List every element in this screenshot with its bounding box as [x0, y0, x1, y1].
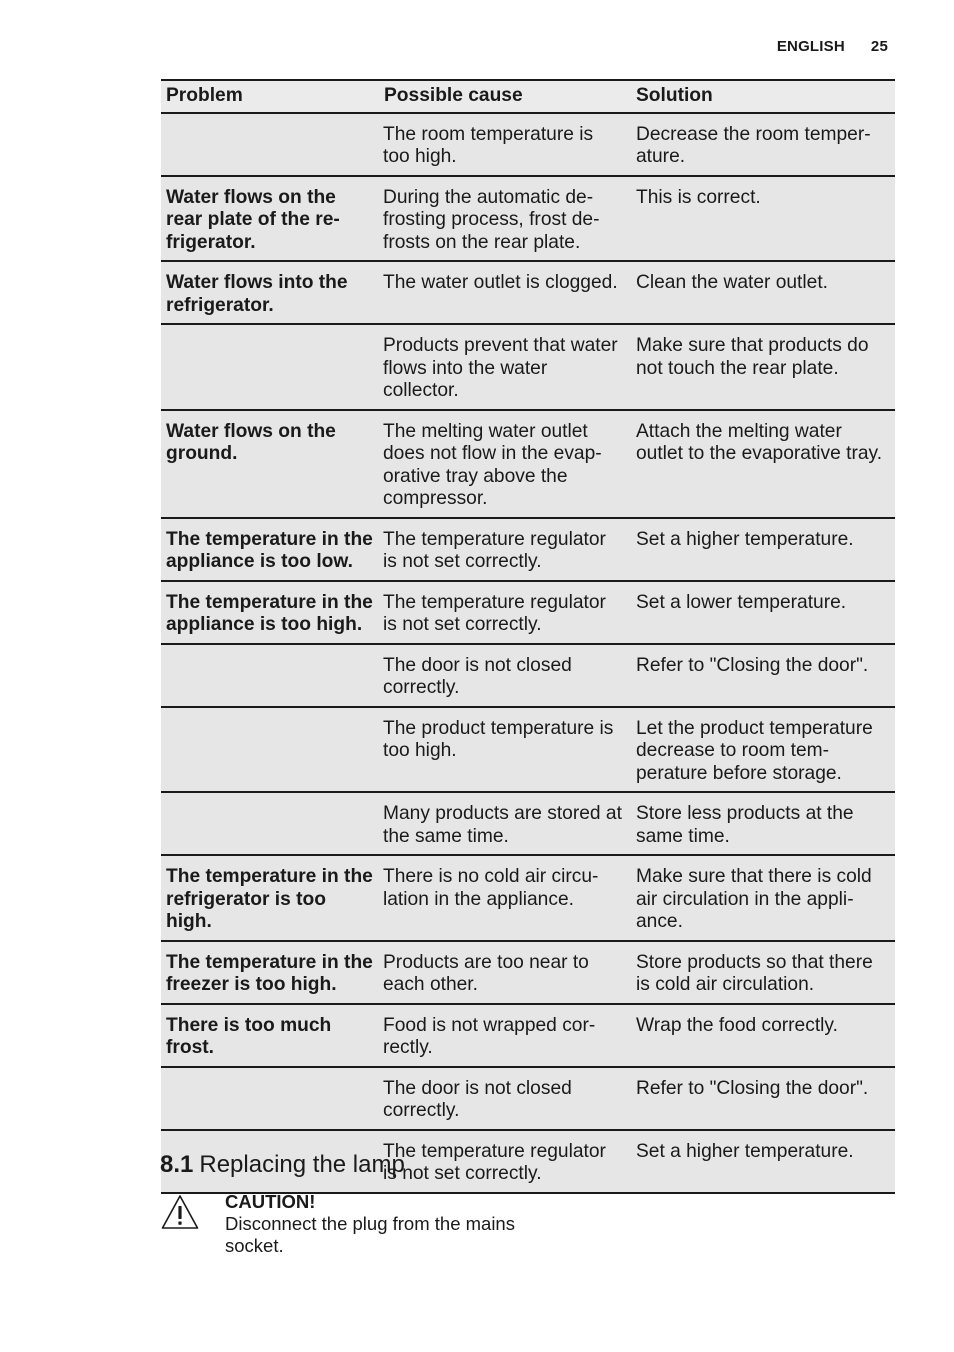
problem-cell: Water flows into the refrigerator.	[161, 261, 379, 324]
table-row	[161, 324, 895, 410]
cause-cell: Food is not wrapped correctly.	[379, 1004, 631, 1067]
cause-cell: The melting water outlet does not flow in the evaporative tray above the compressor.	[379, 410, 631, 518]
table-row	[161, 707, 895, 793]
page-number: 25	[870, 38, 888, 55]
problem-cell: The temperature in the freezer is too high.	[161, 941, 379, 1004]
problem-cell: There is too much frost.	[161, 1004, 379, 1067]
table-row	[161, 644, 895, 707]
solution-cell: Clean the water outlet.	[631, 261, 895, 324]
solution-cell: Make sure that products do not touch the rear plate.	[631, 324, 895, 410]
cause-cell: Many products are stored at the same time.	[379, 792, 631, 855]
solution-cell: Let the product temperature decrease to room temperature before storage.	[631, 707, 895, 793]
solution-cell: Set a lower temperature.	[631, 581, 895, 644]
solution-cell: Decrease the room temperature.	[631, 113, 895, 176]
section-heading	[160, 1151, 405, 1179]
solution-cell: Refer to "Closing the door".	[631, 1067, 895, 1130]
warning-triangle-icon	[160, 1193, 200, 1231]
solution-cell: Set a higher temperature.	[631, 1130, 895, 1193]
table-row	[161, 261, 895, 324]
section-title: Replacing the lamp	[199, 1151, 405, 1178]
cause-cell: The door is not closed correctly.	[379, 1067, 631, 1130]
troubleshooting-table	[161, 79, 895, 1194]
problem-cell: The temperature in the appliance is too low.	[161, 518, 379, 581]
table-row	[161, 176, 895, 262]
table-row	[161, 792, 895, 855]
problem-cell	[161, 792, 379, 855]
cause-cell: The room temperature is too high.	[379, 113, 631, 176]
table-row	[161, 581, 895, 644]
problem-cell	[161, 644, 379, 707]
cause-cell: The water outlet is clogged.	[379, 261, 631, 324]
table-header-row	[161, 80, 895, 113]
cause-cell: The door is not closed correctly.	[379, 644, 631, 707]
cause-cell: The temperature regulator is not set correctly.	[379, 518, 631, 581]
table-row	[161, 941, 895, 1004]
cause-cell: Products prevent that water flows into the water collector.	[379, 324, 631, 410]
cause-cell: During the automatic defrosting process, frost defrosts on the rear plate.	[379, 176, 631, 262]
caution-message: Disconnect the plug from the mains socket.	[225, 1213, 515, 1256]
page-header	[777, 38, 888, 55]
caution-title: CAUTION!	[225, 1191, 316, 1212]
problem-cell	[161, 707, 379, 793]
column-header-cause: Possible cause	[379, 80, 631, 113]
cause-cell: Products are too near to each other.	[379, 941, 631, 1004]
solution-cell: Set a higher temperature.	[631, 518, 895, 581]
header-language: ENGLISH	[776, 38, 845, 55]
problem-cell: Water flows on the rear plate of the refrigerator.	[161, 176, 379, 262]
solution-cell: Store less products at the same time.	[631, 792, 895, 855]
problem-cell	[161, 1067, 379, 1130]
column-header-solution: Solution	[631, 80, 895, 113]
problem-cell: The temperature in the refrigerator is too high.	[161, 855, 379, 941]
problem-cell: Water flows on the ground.	[161, 410, 379, 518]
problem-cell: The temperature in the appliance is too high.	[161, 581, 379, 644]
cause-cell: The temperature regulator is not set correctly.	[379, 581, 631, 644]
table-row	[161, 410, 895, 518]
solution-cell: Refer to "Closing the door".	[631, 644, 895, 707]
solution-cell: Store products so that there is cold air circulation.	[631, 941, 895, 1004]
solution-cell: This is correct.	[631, 176, 895, 262]
problem-cell	[161, 324, 379, 410]
solution-cell: Make sure that there is cold air circulation in the appliance.	[631, 855, 895, 941]
cause-cell: The temperature regulator is not set correctly.	[379, 1130, 631, 1193]
section-number: 8.1	[160, 1151, 194, 1178]
table-row	[161, 518, 895, 581]
table-body	[161, 113, 895, 1193]
solution-cell: Wrap the food correctly.	[631, 1004, 895, 1067]
problem-cell	[161, 113, 379, 176]
table-row	[161, 1004, 895, 1067]
caution-text-block	[225, 1191, 525, 1257]
column-header-problem: Problem	[161, 80, 379, 113]
cause-cell: The product temperature is too high.	[379, 707, 631, 793]
solution-cell: Attach the melting water outlet to the evaporative tray.	[631, 410, 895, 518]
table-row	[161, 113, 895, 176]
cause-cell: There is no cold air circulation in the appliance.	[379, 855, 631, 941]
table-row	[161, 1067, 895, 1130]
table-row	[161, 855, 895, 941]
